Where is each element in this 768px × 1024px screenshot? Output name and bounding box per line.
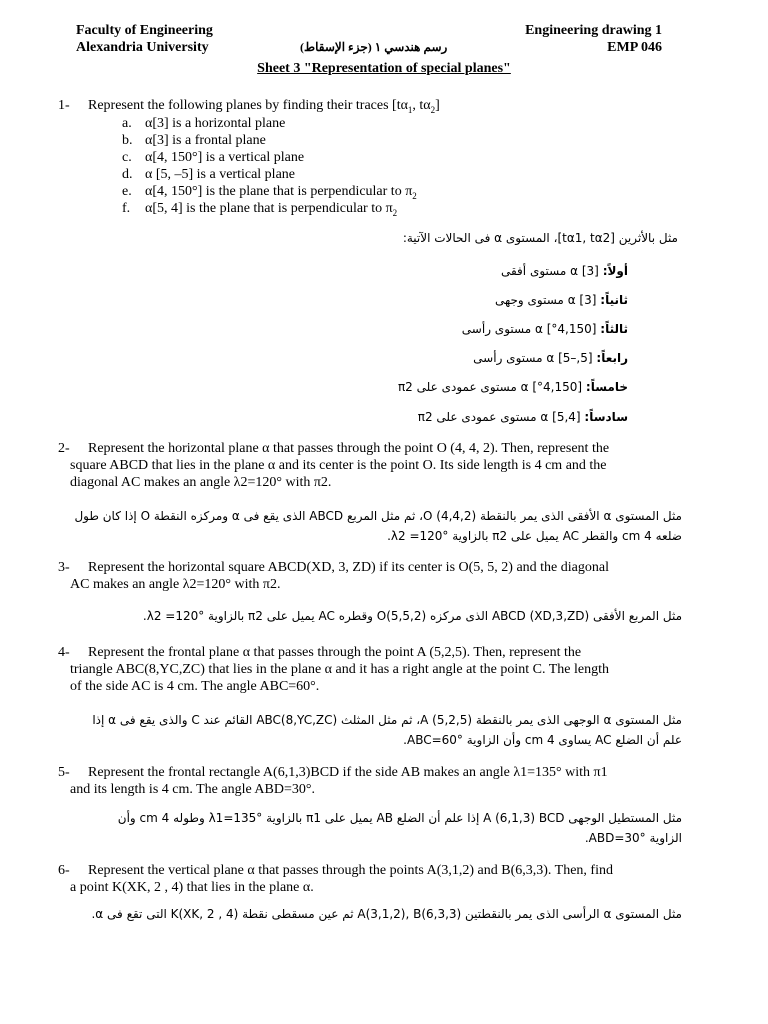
question-line: Represent the frontal rectangle A(6,1,3)BCD if the side AB makes an angle λ1=135° with π1 <box>88 765 608 780</box>
q1-arabic-item-1 <box>501 261 628 281</box>
arabic-line: مثل المستوى α الرأسى الذى يمر بالنقطتين A(3,1,2), B(6,3,3) ثم عين مسقطى نقطة K(XK, 2 , 4) التى تقع فى α. <box>91 907 682 921</box>
arabic-text: [3] α مستوى وجهى <box>494 293 597 307</box>
arabic-text: [4,150°] α مستوى عمودى على π2 <box>397 380 583 394</box>
q1-item-e: e. α[4, 150°] is the plane that is perpendicular to $\pi_2$ <box>122 184 417 201</box>
question-number: 5- <box>58 765 70 780</box>
arabic-line: مثل المستوى α الوجهى الذى يمر بالنقطة A (5,2,5)، ثم مثل المثلث ABC(8,YC,ZC) القائم عند C والذى يقع فى α إذا <box>92 713 682 727</box>
question-line: Represent the vertical plane α that passes through the points A(3,1,2) and B(6,3,3). Then, find <box>88 863 613 878</box>
arabic-line: مثل المستوى α الأفقى الذى يمر بالنقطة O (4,4,2)، ثم مثل المربع ABCD الذى يقع فى α ومركزه النقطة O إذا كان طول <box>74 509 682 523</box>
question-number: 3- <box>58 560 70 575</box>
item-text: α[4, 150°] is a vertical plane <box>145 150 305 165</box>
q1-arabic-item-2 <box>495 290 628 310</box>
item-text: α[3] is a frontal plane <box>145 133 266 148</box>
arabic-line: الزاوية ABD=30°. <box>584 831 682 845</box>
q1-item-f: f. α[5, 4] is the plane that is perpendicular to $\pi_2$ <box>122 201 398 218</box>
question-3 <box>58 559 698 593</box>
q3-arabic <box>62 606 682 626</box>
arabic-text: [5,–5] α مستوى رأسى <box>473 351 593 365</box>
q5-arabic <box>62 808 682 848</box>
arabic-line: مثل المربع الأفقى ABCD (XD,3,ZD) الذى مركزه O(5,5,2) وقطره AC يميل على π2 بالزاوية λ2 =120°. <box>142 609 682 623</box>
sheet-title: Sheet 3 "Representation of special planes" <box>257 61 511 76</box>
header-right <box>525 22 662 56</box>
question-line: a point K(XK, 2 , 4) that lies in the plane α. <box>70 880 314 895</box>
arabic-line: ضلعه 4 cm والقطر AC يميل على π2 بالزاوية λ2 =120°. <box>387 529 682 543</box>
q1-arabic-item-6 <box>418 407 628 427</box>
q1-arabic-item-3 <box>462 319 628 339</box>
question-line: Represent the horizontal plane α that passes through the point O (4, 4, 2). Then, represent the <box>88 441 610 456</box>
question-4 <box>58 644 698 695</box>
arabic-text: [3] α مستوى أفقى <box>500 264 599 278</box>
arabic-label: ثالثاً: <box>600 322 628 336</box>
question-2 <box>58 440 698 491</box>
item-letter: e. <box>122 184 132 199</box>
q1-item-d <box>122 166 295 183</box>
item-letter: b. <box>122 133 133 148</box>
q1-arabic-intro: مثل بالأثرين [tα1, tα2]، المستوى α فى الحالات الآتية: <box>402 231 678 245</box>
q1-item-b <box>122 132 266 149</box>
item-text: α[5, 4] is the plane that is perpendicular to π <box>145 201 393 216</box>
arabic-label: رابعاً: <box>596 351 628 365</box>
q1-arabic-item-5 <box>398 377 628 397</box>
arabic-course-subtitle: رسم هندسي ١ (جزء الإسقاط) <box>300 40 448 54</box>
question-number: 4- <box>58 645 70 660</box>
item-letter: f. <box>122 201 131 216</box>
arabic-line: علم أن الضلع AC يساوى 4 cm وأن الزاوية ABC=60°. <box>403 733 682 747</box>
arabic-label: خامساً: <box>585 380 628 394</box>
q4-arabic <box>62 710 682 750</box>
header-left <box>76 22 213 56</box>
faculty-name: Faculty of Engineering <box>76 23 213 38</box>
arabic-line: مثل المستطيل الوجهى A (6,1,3) BCD إذا علم أن الضلع AB يميل على π1 بالزاوية λ1=135° وطوله 4 cm وأن <box>117 811 682 825</box>
question-number: 1- <box>58 98 70 113</box>
university-name: Alexandria University <box>76 40 209 55</box>
q6-arabic <box>62 904 682 924</box>
q1-item-c <box>122 149 304 166</box>
arabic-label: سادساً: <box>584 410 628 424</box>
q2-arabic <box>62 506 682 546</box>
arabic-text: [5,4] α مستوى عمودى على π2 <box>417 410 581 424</box>
item-letter: c. <box>122 150 132 165</box>
question-line: and its length is 4 cm. The angle ABD=30°. <box>70 782 315 797</box>
question-line: of the side AC is 4 cm. The angle ABC=60°. <box>70 679 320 694</box>
item-letter: a. <box>122 116 132 131</box>
question-line: diagonal AC makes an angle λ2=120° with π2. <box>70 475 332 490</box>
q1-item-a <box>122 115 285 132</box>
item-text: α [5, –5] is a vertical plane <box>145 167 296 182</box>
question-text: Represent the following planes by finding their traces [tα <box>88 98 408 113</box>
q1-arabic-item-4 <box>473 348 628 368</box>
question-line: Represent the horizontal square ABCD(XD, 3, ZD) if its center is O(5, 5, 2) and the diagonal <box>88 560 609 575</box>
item-text: α[3] is a horizontal plane <box>145 116 286 131</box>
question-5 <box>58 764 698 798</box>
course-code: EMP 046 <box>607 40 662 55</box>
question-number: 2- <box>58 441 70 456</box>
question-line: triangle ABC(8,YC,ZC) that lies in the plane α and it has a right angle at the point C. The length <box>70 662 609 677</box>
arabic-label: أولاً: <box>602 264 628 278</box>
course-name: Engineering drawing 1 <box>525 23 662 38</box>
question-line: Represent the frontal plane α that passes through the point A (5,2,5). Then, represent the <box>88 645 582 660</box>
item-text: α[4, 150°] is the plane that is perpendicular to π <box>145 184 413 199</box>
arabic-label: ثانياً: <box>600 293 628 307</box>
arabic-text: [4,150°] α مستوى رأسى <box>461 322 597 336</box>
question-6 <box>58 862 698 896</box>
question-1: 1- Represent the following planes by finding their traces [$t\alpha_1$, $t\alpha_2$] <box>58 98 440 115</box>
question-line: square ABCD that lies in the plane α and its center is the point O. Its side length is 4 cm and the <box>70 458 607 473</box>
question-number: 6- <box>58 863 70 878</box>
item-letter: d. <box>122 167 133 182</box>
question-line: AC makes an angle λ2=120° with π2. <box>70 577 281 592</box>
